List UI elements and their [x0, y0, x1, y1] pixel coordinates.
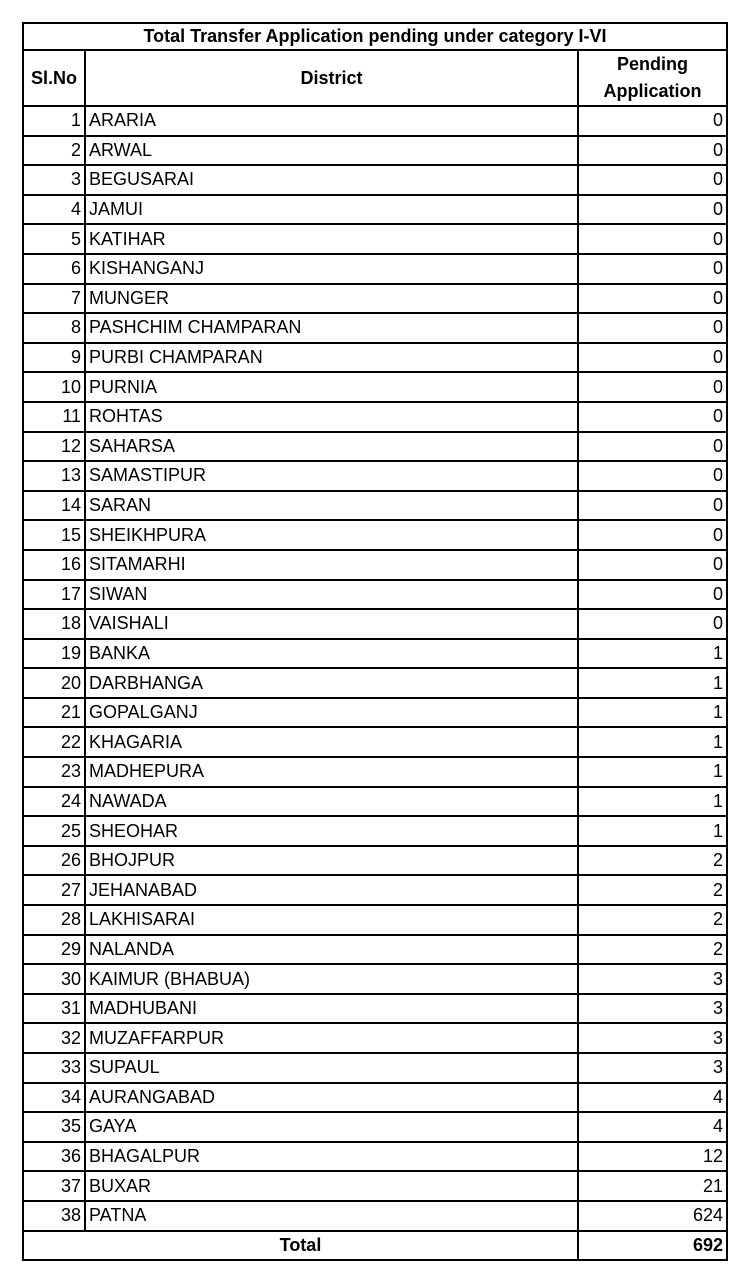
pending-cell: 624	[578, 1201, 727, 1231]
pending-header-line2: Application	[603, 81, 702, 101]
sl-no-cell: 23	[23, 757, 85, 787]
table-title: Total Transfer Application pending under category I-VI	[23, 23, 727, 50]
sl-no-cell: 11	[23, 402, 85, 432]
sl-no-cell: 37	[23, 1171, 85, 1201]
sl-no-cell: 2	[23, 136, 85, 166]
total-value: 692	[578, 1231, 727, 1260]
table-row	[23, 639, 727, 669]
district-cell: PASHCHIM CHAMPARAN	[85, 313, 578, 343]
pending-cell: 2	[578, 935, 727, 965]
table-row	[23, 787, 727, 817]
district-cell: SUPAUL	[85, 1053, 578, 1083]
table-body	[23, 106, 727, 1231]
pending-cell: 2	[578, 875, 727, 905]
sl-no-cell: 18	[23, 609, 85, 639]
sl-no-cell: 34	[23, 1083, 85, 1113]
district-cell: NAWADA	[85, 787, 578, 817]
pending-cell: 0	[578, 520, 727, 550]
total-row	[23, 1231, 727, 1260]
district-cell: KHAGARIA	[85, 727, 578, 757]
sl-no-cell: 12	[23, 432, 85, 462]
district-cell: SIWAN	[85, 580, 578, 610]
table-row	[23, 343, 727, 373]
sl-no-cell: 7	[23, 284, 85, 314]
pending-cell: 3	[578, 964, 727, 994]
district-cell: BEGUSARAI	[85, 165, 578, 195]
district-cell: PURNIA	[85, 372, 578, 402]
sl-no-cell: 20	[23, 668, 85, 698]
sl-no-cell: 13	[23, 461, 85, 491]
sl-no-cell: 27	[23, 875, 85, 905]
pending-cell: 0	[578, 491, 727, 521]
table-row	[23, 846, 727, 876]
district-cell: LAKHISARAI	[85, 905, 578, 935]
sl-no-cell: 1	[23, 106, 85, 136]
table-row	[23, 580, 727, 610]
pending-cell: 0	[578, 136, 727, 166]
sl-no-cell: 22	[23, 727, 85, 757]
pending-header-line1: Pending	[617, 54, 688, 74]
table-row	[23, 727, 727, 757]
sl-no-cell: 10	[23, 372, 85, 402]
table-row	[23, 1171, 727, 1201]
sl-no-cell: 33	[23, 1053, 85, 1083]
sl-no-cell: 30	[23, 964, 85, 994]
pending-cell: 0	[578, 106, 727, 136]
district-cell: PURBI CHAMPARAN	[85, 343, 578, 373]
table-row	[23, 491, 727, 521]
pending-cell: 12	[578, 1142, 727, 1172]
sl-no-cell: 3	[23, 165, 85, 195]
district-cell: SHEIKHPURA	[85, 520, 578, 550]
table-row	[23, 698, 727, 728]
table-row	[23, 195, 727, 225]
table-row	[23, 1023, 727, 1053]
sl-no-cell: 17	[23, 580, 85, 610]
table-row	[23, 432, 727, 462]
district-cell: BUXAR	[85, 1171, 578, 1201]
district-cell: MADHUBANI	[85, 994, 578, 1024]
sl-no-cell: 31	[23, 994, 85, 1024]
sl-no-cell: 21	[23, 698, 85, 728]
sl-no-cell: 32	[23, 1023, 85, 1053]
sl-no-cell: 14	[23, 491, 85, 521]
district-cell: SAHARSA	[85, 432, 578, 462]
table-row	[23, 106, 727, 136]
district-cell: MUZAFFARPUR	[85, 1023, 578, 1053]
pending-cell: 0	[578, 372, 727, 402]
sl-no-cell: 8	[23, 313, 85, 343]
pending-cell: 3	[578, 994, 727, 1024]
table-row	[23, 254, 727, 284]
table-row	[23, 1201, 727, 1231]
sl-no-cell: 15	[23, 520, 85, 550]
sl-no-cell: 9	[23, 343, 85, 373]
sl-no-cell: 5	[23, 224, 85, 254]
pending-cell: 0	[578, 224, 727, 254]
table-row	[23, 935, 727, 965]
district-cell: ROHTAS	[85, 402, 578, 432]
district-cell: KAIMUR (BHABUA)	[85, 964, 578, 994]
district-cell: AURANGABAD	[85, 1083, 578, 1113]
pending-cell: 0	[578, 550, 727, 580]
pending-cell: 0	[578, 609, 727, 639]
pending-cell: 0	[578, 432, 727, 462]
table-row	[23, 609, 727, 639]
table-row	[23, 816, 727, 846]
table-row	[23, 284, 727, 314]
district-cell: JEHANABAD	[85, 875, 578, 905]
pending-cell: 4	[578, 1083, 727, 1113]
table-row	[23, 224, 727, 254]
table-row	[23, 1112, 727, 1142]
pending-cell: 2	[578, 846, 727, 876]
pending-cell: 0	[578, 580, 727, 610]
district-cell: KISHANGANJ	[85, 254, 578, 284]
table-row	[23, 520, 727, 550]
table-row	[23, 136, 727, 166]
pending-cell: 0	[578, 254, 727, 284]
district-cell: MADHEPURA	[85, 757, 578, 787]
table-row	[23, 1053, 727, 1083]
pending-cell: 1	[578, 698, 727, 728]
table-row	[23, 461, 727, 491]
table-row	[23, 1083, 727, 1113]
table-row	[23, 550, 727, 580]
pending-cell: 0	[578, 402, 727, 432]
pending-cell: 3	[578, 1053, 727, 1083]
pending-cell: 0	[578, 343, 727, 373]
district-cell: SHEOHAR	[85, 816, 578, 846]
table-row	[23, 402, 727, 432]
pending-cell: 0	[578, 165, 727, 195]
pending-cell: 1	[578, 727, 727, 757]
pending-cell: 0	[578, 313, 727, 343]
district-cell: NALANDA	[85, 935, 578, 965]
total-label: Total	[23, 1231, 578, 1260]
pending-cell: 1	[578, 816, 727, 846]
table-row	[23, 1142, 727, 1172]
sl-no-cell: 29	[23, 935, 85, 965]
sl-no-cell: 36	[23, 1142, 85, 1172]
table-row	[23, 994, 727, 1024]
pending-cell: 0	[578, 461, 727, 491]
table-row	[23, 668, 727, 698]
district-cell: BHAGALPUR	[85, 1142, 578, 1172]
table-row	[23, 905, 727, 935]
district-cell: MUNGER	[85, 284, 578, 314]
table-row	[23, 313, 727, 343]
sl-no-cell: 4	[23, 195, 85, 225]
district-cell: VAISHALI	[85, 609, 578, 639]
table-row	[23, 964, 727, 994]
sl-no-cell: 38	[23, 1201, 85, 1231]
sl-no-cell: 19	[23, 639, 85, 669]
district-cell: SAMASTIPUR	[85, 461, 578, 491]
district-cell: SARAN	[85, 491, 578, 521]
district-cell: ARARIA	[85, 106, 578, 136]
district-cell: KATIHAR	[85, 224, 578, 254]
table-row	[23, 875, 727, 905]
sl-no-cell: 16	[23, 550, 85, 580]
pending-cell: 2	[578, 905, 727, 935]
pending-cell: 1	[578, 787, 727, 817]
pending-cell: 0	[578, 195, 727, 225]
table-row	[23, 165, 727, 195]
pending-cell: 3	[578, 1023, 727, 1053]
district-header: District	[85, 50, 578, 106]
district-cell: BHOJPUR	[85, 846, 578, 876]
district-cell: GOPALGANJ	[85, 698, 578, 728]
pending-cell: 21	[578, 1171, 727, 1201]
pending-cell: 1	[578, 757, 727, 787]
pending-application-header	[578, 50, 727, 106]
district-cell: BANKA	[85, 639, 578, 669]
pending-cell: 4	[578, 1112, 727, 1142]
sl-no-cell: 6	[23, 254, 85, 284]
district-cell: ARWAL	[85, 136, 578, 166]
table-row	[23, 372, 727, 402]
sl-no-cell: 26	[23, 846, 85, 876]
district-cell: JAMUI	[85, 195, 578, 225]
sl-no-cell: 35	[23, 1112, 85, 1142]
district-cell: DARBHANGA	[85, 668, 578, 698]
sl-no-cell: 28	[23, 905, 85, 935]
header-row	[23, 50, 727, 106]
district-cell: PATNA	[85, 1201, 578, 1231]
pending-cell: 1	[578, 639, 727, 669]
sl-no-cell: 24	[23, 787, 85, 817]
table-row	[23, 757, 727, 787]
sl-no-cell: 25	[23, 816, 85, 846]
district-cell: GAYA	[85, 1112, 578, 1142]
sl-no-header: Sl.No	[23, 50, 85, 106]
pending-applications-table	[22, 22, 728, 1261]
district-cell: SITAMARHI	[85, 550, 578, 580]
pending-cell: 1	[578, 668, 727, 698]
pending-cell: 0	[578, 284, 727, 314]
